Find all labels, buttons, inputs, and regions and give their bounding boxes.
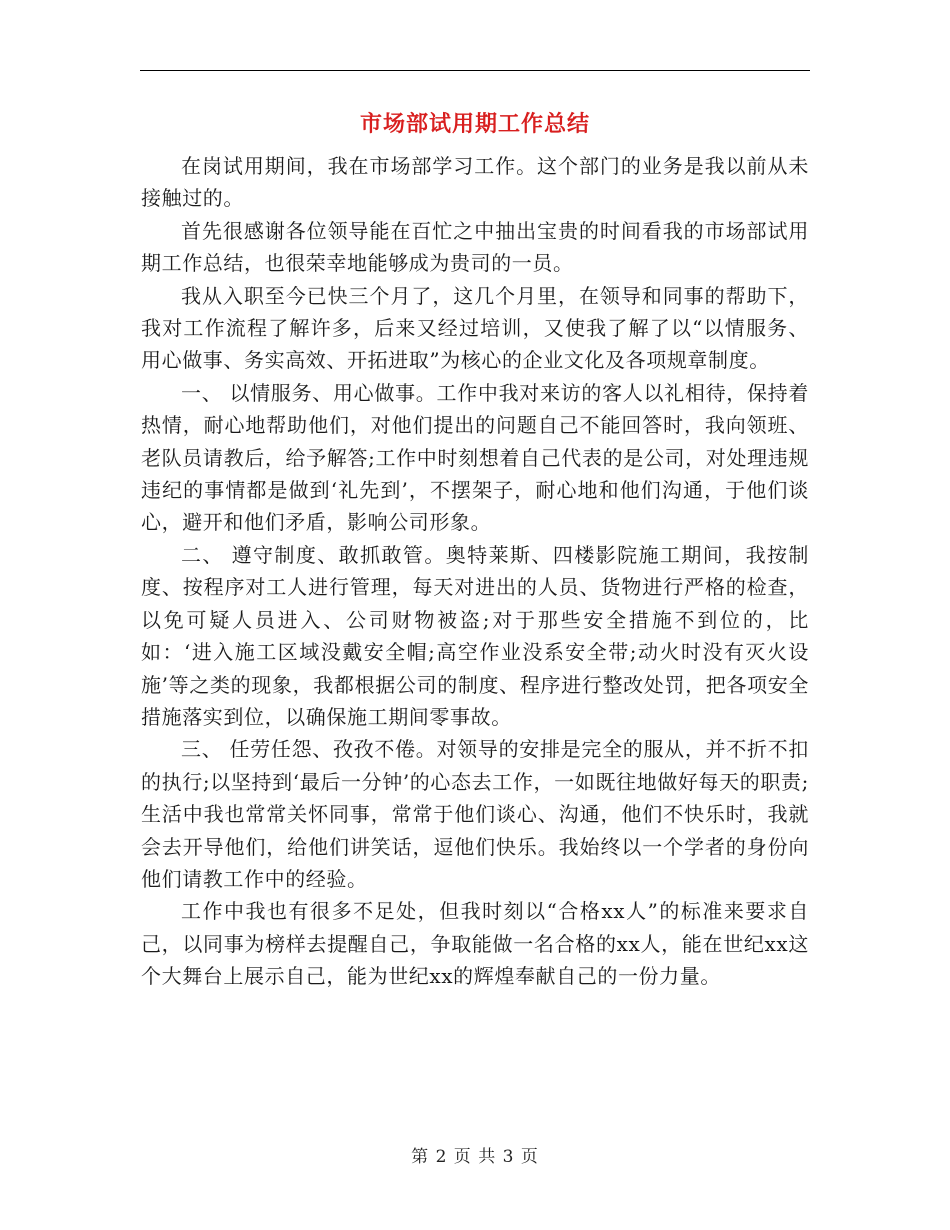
paragraph-section-two: 二、 遵守制度、敢抓敢管。奥特莱斯、四楼影院施工期间，我按制度、按程序对工人进行管理，每天对进出的人员、货物进行严格的检查，以免可疑人员进入、公司财物被盗;对于那些安全措施不到位的，比如：‘进入施工区域没戴安全帽;高空作业没系安全带;动火时没有灭火设施’等之类的现象，我都根据公司的制度、程序进行整改处罚，把各项安全措施落实到位，以确保施工期间零事故。: [141, 542, 809, 729]
header-rule: [140, 70, 810, 71]
paragraph-intro: 在岗试用期间，我在市场部学习工作。这个部门的业务是我以前从未接触过的。: [141, 154, 809, 211]
paragraph-overview: 我从入职至今已快三个月了，这几个月里，在领导和同事的帮助下，我对工作流程了解许多，后来又经过培训，又使我了解了以“以情服务、用心做事、务实高效、开拓进取”为核心的企业文化及各项规章制度。: [141, 283, 809, 373]
document-title: 市场部试用期工作总结: [359, 112, 590, 137]
paragraph-section-three: 三、 任劳任怨、孜孜不倦。对领导的安排是完全的服从，并不折不扣的执行;以坚持到‘最后一分钟’的心态去工作，一如既往地做好每天的职责;生活中我也常常关怀同事，常常于他们谈心、沟通，他们不快乐时，我就会去开导他们，给他们讲笑话，逗他们快乐。我始终以一个学者的身份向他们请教工作中的经验。: [141, 737, 809, 891]
document-body: [141, 150, 809, 993]
page-number: 第 2 页 共 3 页: [411, 1147, 539, 1167]
paragraph-conclusion: 工作中我也有很多不足处，但我时刻以“合格xx人”的标准来要求自己，以同事为榜样去提醒自己，争取能做一名合格的xx人，能在世纪xx这个大舞台上展示自己，能为世纪xx的辉煌奉献自己的一份力量。: [141, 899, 809, 989]
paragraph-section-one: 一、 以情服务、用心做事。工作中我对来访的客人以礼相待，保持着热情，耐心地帮助他们，对他们提出的问题自己不能回答时，我向领班、老队员请教后，给予解答;工作中时刻想着自己代表的是公司，对处理违规违纪的事情都是做到‘礼先到’，不摆架子，耐心地和他们沟通，于他们谈心，避开和他们矛盾，影响公司形象。: [141, 380, 809, 535]
paragraph-thanks: 首先很感谢各位领导能在百忙之中抽出宝贵的时间看我的市场部试用期工作总结，也很荣幸地能够成为贵司的一员。: [141, 218, 809, 276]
